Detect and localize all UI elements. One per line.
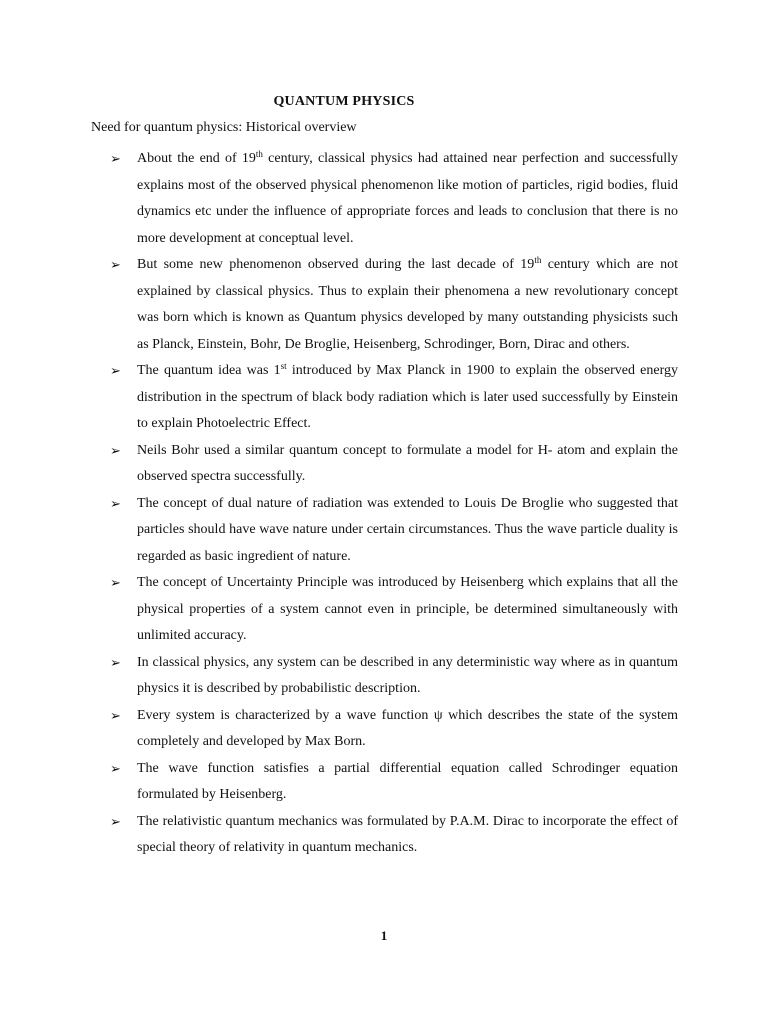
arrow-bullet-icon: ➢ <box>110 495 121 511</box>
bullet-item <box>110 650 678 703</box>
bullet-text <box>137 151 678 246</box>
bullet-text <box>137 814 678 856</box>
text-run: The concept of Uncertainty Principle was introduced by Heisenberg which explains that all the physical properties of a system cannot even in principle, be determined simultaneously with unlimited accuracy. <box>137 575 678 643</box>
bullet-list <box>110 146 678 862</box>
text-run: In classical physics, any system can be described in any deterministic way where as in quantum physics it is described by probabilistic description. <box>137 654 678 696</box>
bullet-item <box>110 491 678 571</box>
arrow-bullet-icon: ➢ <box>110 257 121 272</box>
ordinal-suffix: th <box>534 255 542 265</box>
section-heading: Need for quantum physics: Historical overview <box>91 120 357 135</box>
bullet-text <box>137 257 678 352</box>
text-run: Every system is characterized by a wave function ψ which describes the state of the system completely and developed by Max Born. <box>137 707 678 749</box>
page-number: 1 <box>380 928 388 943</box>
text-run: Neils Bohr used a similar quantum concept to formulate a model for H- atom and explain the observed spectra successfully. <box>137 442 678 484</box>
bullet-item <box>110 570 678 650</box>
ordinal-suffix: st <box>280 361 287 371</box>
arrow-bullet-icon: ➢ <box>110 707 121 723</box>
arrow-bullet-icon: ➢ <box>110 760 121 776</box>
bullet-text <box>137 761 678 803</box>
bullet-text <box>137 708 678 750</box>
bullet-text <box>137 575 678 643</box>
text-run: The wave function satisfies a partial differential equation called Schrodinger equation formulated by Heisenberg. <box>137 760 678 802</box>
text-run: The concept of dual nature of radiation was extended to Louis De Broglie who suggested that particles should have wave nature under certain circumstances. Thus the wave particle duality is regarded as basic ingredient of nature. <box>137 495 678 564</box>
bullet-text <box>137 496 678 564</box>
text-run: But some new phenomenon observed during the last decade of 19 <box>137 257 535 272</box>
bullet-text <box>137 443 678 485</box>
arrow-bullet-icon: ➢ <box>110 575 121 590</box>
text-run: The relativistic quantum mechanics was formulated by P.A.M. Dirac to incorporate the effect of special theory of relativity in quantum mechanics. <box>137 813 678 855</box>
bullet-item <box>110 252 678 358</box>
text-run: introduced by Max Planck in 1900 to explain the observed energy distribution in the spectrum of black body radiation which is later used successfully by Einstein to explain Photoelectric Effect. <box>137 363 678 431</box>
bullet-item <box>110 146 678 252</box>
bullet-text <box>137 655 678 697</box>
bullet-item <box>110 438 678 491</box>
ordinal-suffix: th <box>255 149 263 159</box>
text-run: century which are not explained by classical physics. Thus to explain their phenomena a new revolutionary concept was born which is known as Quantum physics developed by many outstanding physicists such as Planck, Einstein, Bohr, De Broglie, Heisenberg, Schrodinger, Born, Dirac and others. <box>137 257 678 352</box>
arrow-bullet-icon: ➢ <box>110 151 121 166</box>
arrow-bullet-icon: ➢ <box>110 654 121 670</box>
bullet-item <box>110 809 678 862</box>
bullet-item <box>110 703 678 756</box>
arrow-bullet-icon: ➢ <box>110 363 121 378</box>
text-run: century, classical physics had attained near perfection and successfully explains most of the observed physical phenomenon like motion of particles, rigid bodies, fluid dynamics etc under the influence of appropriate forces and leads to conclusion that there is no more development at conceptual level. <box>137 151 678 246</box>
text-run: About the end of 19 <box>137 151 256 166</box>
text-run: The quantum idea was 1 <box>137 363 281 378</box>
bullet-item <box>110 756 678 809</box>
bullet-item <box>110 358 678 438</box>
page-title: QUANTUM PHYSICS <box>273 94 415 109</box>
arrow-bullet-icon: ➢ <box>110 813 121 829</box>
arrow-bullet-icon: ➢ <box>110 442 121 458</box>
bullet-text <box>137 363 678 431</box>
